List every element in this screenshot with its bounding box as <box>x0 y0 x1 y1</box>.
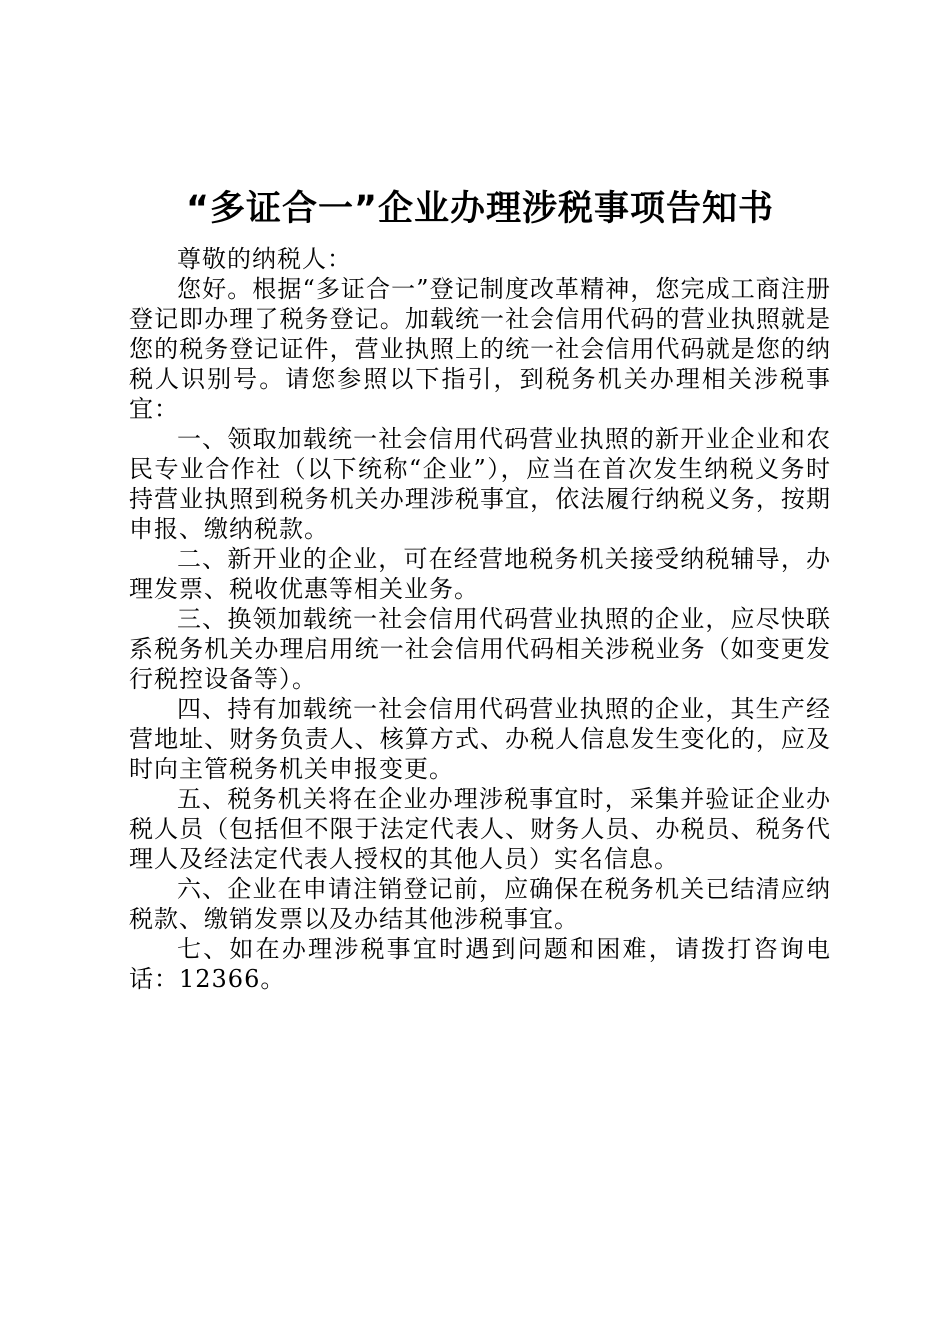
paragraph-intro: 您好。根据“多证合一”登记制度改革精神，您完成工商注册登记即办理了税务登记。加载统一社会信用代码的营业执照就是您的税务登记证件，营业执照上的统一社会信用代码就是您的纳税人识别号。请您参照以下指引，到税务机关办理相关涉税事宜： <box>129 275 831 423</box>
document-page <box>129 184 831 994</box>
paragraph-item-7: 七、如在办理涉税事宜时遇到问题和困难，请拨打咨询电话：12366。 <box>129 935 831 993</box>
paragraph-item-4: 四、持有加载统一社会信用代码营业执照的企业，其生产经营地址、财务负责人、核算方式、办税人信息发生变化的，应及时向主管税务机关申报变更。 <box>129 695 831 783</box>
paragraph-item-1: 一、领取加载统一社会信用代码营业执照的新开业企业和农民专业合作社（以下统称“企业”），应当在首次发生纳税义务时持营业执照到税务机关办理涉税事宜，依法履行纳税义务，按期申报、缴纳税款。 <box>129 425 831 543</box>
salutation: 尊敬的纳税人： <box>177 245 352 273</box>
paragraph-item-3: 三、换领加载统一社会信用代码营业执照的企业，应尽快联系税务机关办理启用统一社会信用代码相关涉税业务（如变更发行税控设备等）。 <box>129 605 831 693</box>
paragraph-item-2: 二、新开业的企业，可在经营地税务机关接受纳税辅导，办理发票、税收优惠等相关业务。 <box>129 545 831 603</box>
paragraph-item-6: 六、企业在申请注销登记前，应确保在税务机关已结清应纳税款、缴销发票以及办结其他涉税事宜。 <box>129 875 831 933</box>
paragraph-item-5: 五、税务机关将在企业办理涉税事宜时，采集并验证企业办税人员（包括但不限于法定代表人、财务人员、办税员、税务代理人及经法定代表人授权的其他人员）实名信息。 <box>129 785 831 873</box>
document-title: “多证合一”企业办理涉税事项告知书 <box>185 189 774 229</box>
